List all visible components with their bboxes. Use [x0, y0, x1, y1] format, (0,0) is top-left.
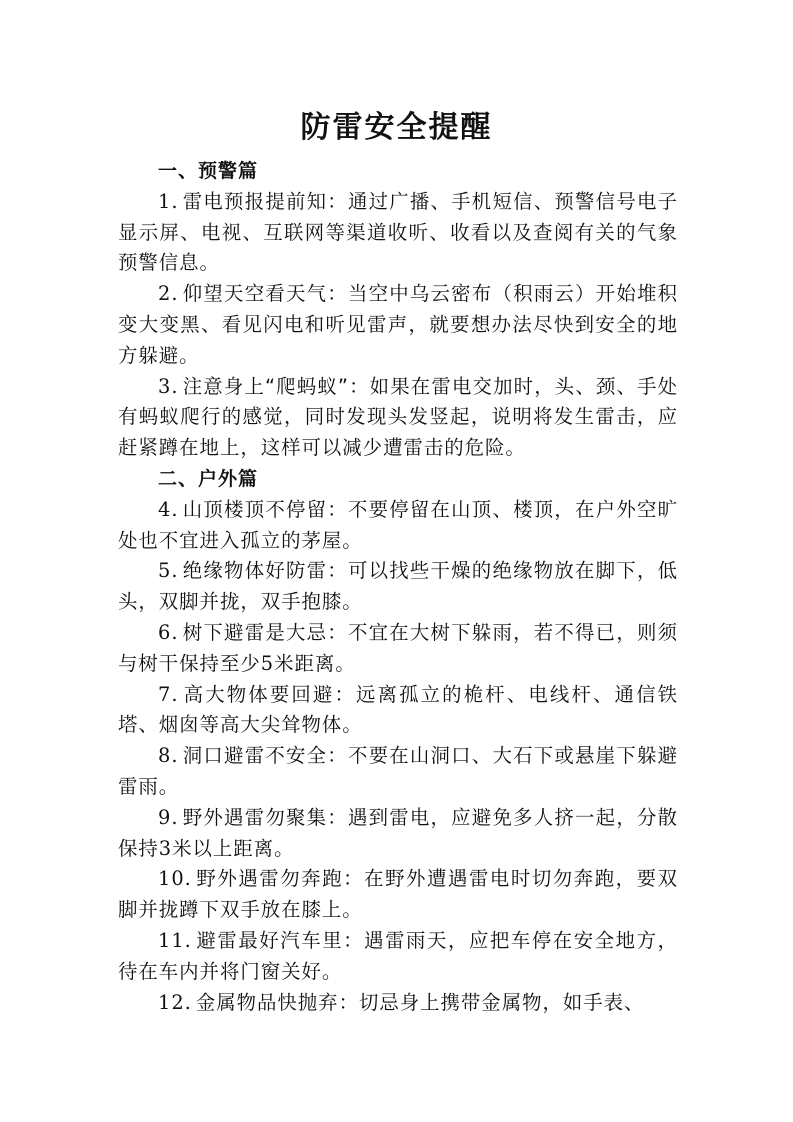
item-heading: 绝缘物体好防雷： — [182, 559, 348, 583]
section-heading-warning: 一、预警篇 — [158, 160, 259, 182]
item-number: 7. — [158, 682, 179, 706]
item-heading: 金属物品快抛弃： — [195, 990, 359, 1014]
item-heading: 山顶楼顶不停留： — [182, 497, 348, 521]
item-text: 在野外遭遇雷电时切勿奔跑，要双脚并拢蹲下双手放在膝上。 — [118, 867, 679, 922]
item-heading: 野外遇雷勿聚集： — [182, 805, 348, 829]
item-text: 如果在雷电交加时，头、颈、手处有蚂蚁爬行的感觉，同时发现头发竖起，说明将发生雷击，应赶紧蹲在地上，这样可以减少遭雷击的危险。 — [118, 374, 678, 460]
item-number: 2. — [158, 282, 179, 306]
item-heading: 注意身上“爬蚂蚁”： — [182, 374, 370, 398]
item-number: 11. — [158, 928, 192, 952]
list-item — [118, 926, 678, 988]
item-heading: 仰望天空看天气： — [182, 282, 348, 306]
item-text: 切忌身上携带金属物，如手表、 — [358, 990, 645, 1014]
item-number: 3. — [158, 374, 179, 398]
item-number: 8. — [158, 744, 179, 768]
item-text: 不宜在大树下躲雨，若不得已，则须与树干保持至少5米距离。 — [118, 620, 679, 675]
item-number: 5. — [158, 559, 179, 583]
item-text: 遇到雷电，应避免多人挤一起，分散保持3米以上距离。 — [118, 805, 679, 860]
item-text: 当空中乌云密布（积雨云）开始堆积变大变黑、看见闪电和听见雷声，就要想办法尽快到安全的地方躲避。 — [118, 282, 679, 367]
item-text: 远离孤立的桅杆、电线杆、通信铁塔、烟囱等高大尖耸物体。 — [118, 682, 679, 737]
item-text: 通过广播、手机短信、预警信号电子显示屏、电视、互联网等渠道收听、收看以及查阅有关的气象预警信息。 — [118, 189, 679, 275]
list-item — [118, 618, 678, 680]
document-body — [118, 156, 678, 1018]
list-item — [118, 988, 678, 1019]
list-item — [118, 803, 678, 865]
item-text: 可以找些干燥的绝缘物放在脚下，低头，双脚并拢，双手抱膝。 — [118, 559, 679, 614]
item-number: 1. — [158, 189, 179, 213]
list-item — [118, 680, 678, 742]
item-heading: 野外遇雷勿奔跑： — [195, 867, 365, 891]
list-item — [118, 864, 678, 926]
item-heading: 树下避雷是大忌： — [182, 620, 348, 644]
item-heading: 洞口避雷不安全： — [182, 744, 348, 768]
section-heading-outdoor: 二、户外篇 — [158, 467, 259, 490]
list-item — [118, 741, 678, 803]
item-number: 4. — [158, 497, 179, 521]
list-item — [118, 372, 678, 464]
item-text: 不要停留在山顶、楼顶，在户外空旷处也不宜进入孤立的茅屋。 — [118, 497, 679, 552]
item-heading: 高大物体要回避： — [182, 682, 357, 706]
list-item — [118, 556, 678, 618]
item-text: 不要在山洞口、大石下或悬崖下躲避雷雨。 — [118, 744, 679, 798]
item-text: 遇雷雨天，应把车停在安全地方，待在车内并将门窗关好。 — [118, 928, 679, 983]
list-item — [118, 279, 678, 371]
list-item — [118, 187, 678, 279]
item-number: 10. — [158, 867, 192, 891]
item-number: 9. — [158, 805, 179, 829]
page-title: 防雷安全提醒 — [300, 110, 493, 145]
item-heading: 避雷最好汽车里： — [195, 928, 365, 952]
list-item — [118, 495, 678, 557]
item-number: 6. — [158, 620, 179, 644]
item-heading: 雷电预报提前知： — [182, 189, 348, 213]
item-number: 12. — [158, 990, 192, 1014]
